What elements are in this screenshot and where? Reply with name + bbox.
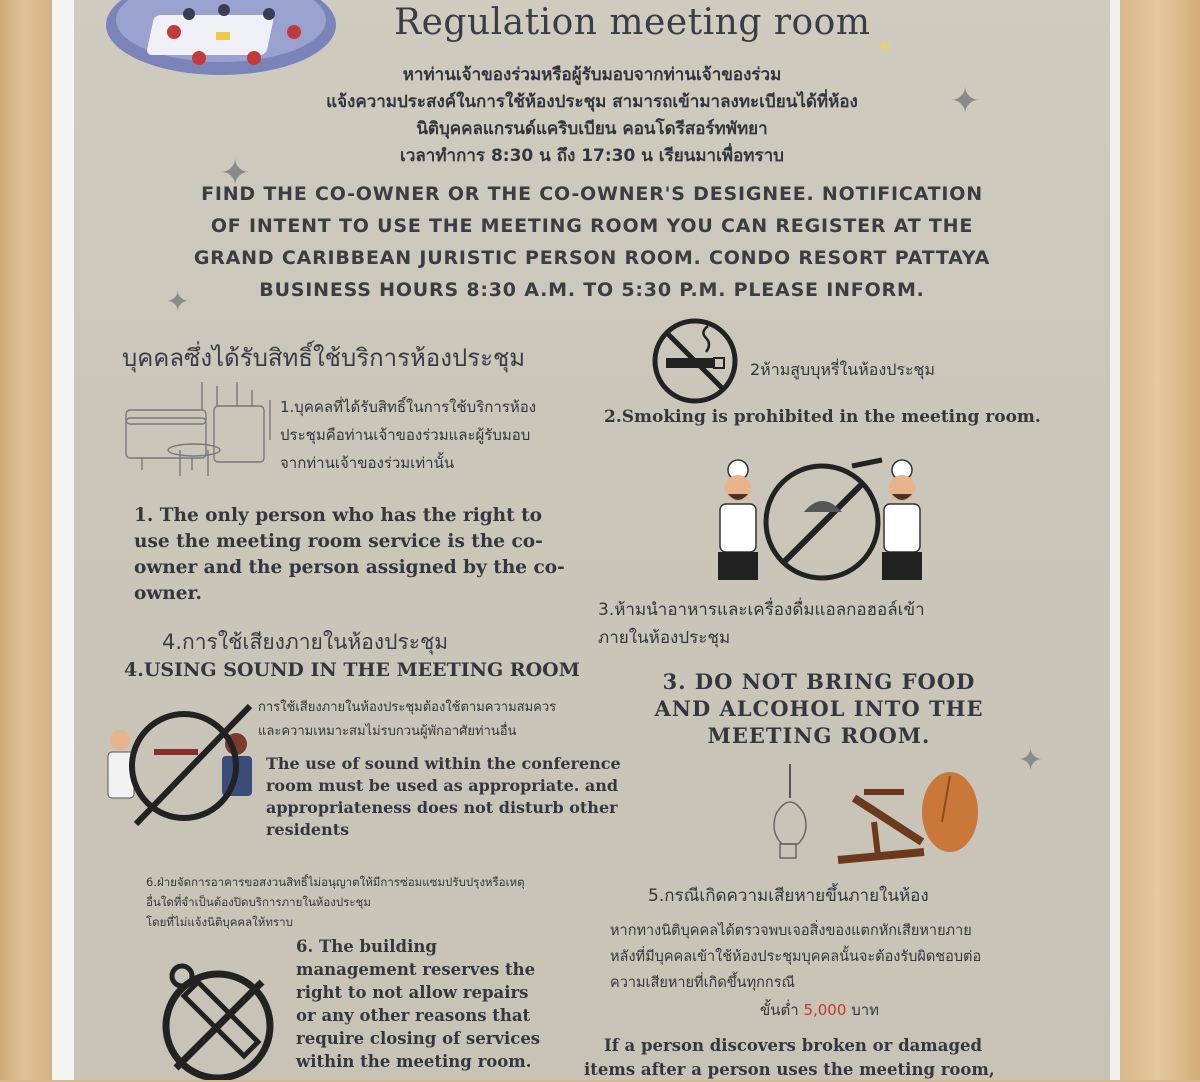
rule3-english-line: AND ALCOHOL INTO THE [654,696,984,721]
rule5-thai-line: หลังที่มีบุคคลเข้าใช้ห้องประชุมบุคคลนั้นจะต้องรับผิดชอบต่อ [610,949,982,965]
rule2-thai: 2ห้ามสูบบุหรี่ในห้องประชุม [750,360,935,379]
rule1-thai-line: 1.บุคคลที่ได้รับสิทธิ์ในการใช้บริการห้อง [280,398,537,416]
rule1-thai [280,393,536,477]
rule4-english-line: The use of sound within the conference [266,754,621,773]
rule4-english-line: appropriateness does not disturb other [266,798,618,817]
rule6-english [296,935,540,1073]
rule6-english-line: right to not allow repairs [296,983,529,1002]
rule1-english-line: owner and the person assigned by the co- [134,557,565,578]
rule1-thai-line: ประชุมคือท่านเจ้าของร่วมและผู้รับมอบ [280,426,531,444]
rule1-thai-line: จากท่านเจ้าของร่วมเท่านั้น [280,454,455,472]
rule4-heading-english: 4.USING SOUND IN THE MEETING ROOM [124,659,580,681]
poster-title: Regulation meeting room [394,2,871,43]
no-food-alcohol-icon [704,452,944,592]
intro-thai-line: แจ้งความประสงค์ในการใช้ห้องประชุม สามารถเข้ามาลงทะเบียนได้ที่ห้อง [326,92,858,112]
poster-frame-left [52,0,76,1080]
wood-wall-right [1115,0,1200,1080]
intro-english-line: GRAND CARIBBEAN JURISTIC PERSON ROOM. CONDO RESORT PATTAYA [193,247,991,269]
rule3-english [634,668,1004,749]
intro-thai [74,62,1110,170]
rule6-english-line: 6. The building [296,937,437,956]
sparkle-icon: ✦ [950,81,981,122]
rule3-thai-line: ภายในห้องประชุม [598,628,731,648]
sofa-illustration [122,380,282,480]
rule3-thai [598,596,925,652]
rule3-english-line: 3. DO NOT BRING FOOD [662,669,976,694]
rule4-heading-thai: 4.การใช้เสียงภายในห้องประชุม [162,630,449,654]
intro-english-line: BUSINESS HOURS 8:30 A.M. TO 5:30 P.M. PLEASE INFORM. [259,279,925,301]
rule6-english-line: require closing of services [296,1029,541,1048]
rule5-english [584,1034,995,1082]
intro-thai-line: หาท่านเจ้าของร่วมหรือผู้รับมอบจากท่านเจ้าของร่วม [402,65,782,85]
rule5-thai-line: หากทางนิติบุคคลได้ตรวจพบเจอสิ่งของแตกหักเสียหายภาย [610,923,972,939]
intro-english-line: OF INTENT TO USE THE MEETING ROOM YOU CAN REGISTER AT THE [210,215,974,237]
rule5-english-line: If a person discovers broken or damaged [604,1036,983,1055]
sparkle-dot: ● [880,38,891,52]
rule4-thai-line: และความเหมาะสมไม่รบกวนผู้พักอาศัยท่านอื่น [258,724,517,739]
rule5-thai [610,918,981,996]
rule1-english-line: owner. [134,583,202,604]
intro-thai-line: นิติบุคคลแกรนด์แคริบเบียน คอนโดรีสอร์ทพัทยา [416,119,768,139]
sparkle-icon: ✦ [1018,743,1044,778]
intro-english-line: FIND THE CO-OWNER OR THE CO-OWNER'S DESIGNEE. NOTIFICATION [201,183,983,205]
rule1-english-line: 1. The only person who has the right to [134,505,542,526]
no-repairs-icon [154,956,284,1080]
rule6-thai [146,872,525,932]
rule5-minimum-charge [760,998,879,1022]
rule5-english-line: items after a person uses the meeting room, [584,1060,995,1079]
rule6-thai-line: อื่นใดที่จำเป็นต้องปิดบริการภายในห้องประชุม [146,895,371,909]
rule6-thai-line: 6.ฝ่ายจัดการอาคารขอสงวนสิทธิ์ไม่อนุญาตให้มีการซ่อมแซมปรับปรุงหรือเหตุ [146,875,525,889]
no-loud-sound-icon [106,700,256,840]
sparkle-icon: ✦ [220,153,251,194]
rule1-heading-thai: บุคคลซึ่งได้รับสิทธิ์ใช้บริการห้องประชุม [122,344,526,372]
rule4-thai-line: การใช้เสียงภายในห้องประชุมต้องใช้ตามความสมควร [258,700,557,715]
rule4-english-line: residents [266,820,350,839]
sparkle-icon: ✦ [166,285,190,318]
rule4-english [266,753,621,841]
rule1-english-line: use the meeting room service is the co- [134,531,543,552]
rule1-english [134,503,565,607]
rule3-thai-line: 3.ห้ามนำอาหารและเครื่องดื่มแอลกอฮอล์เข้า [598,600,925,620]
rule6-english-line: within the meeting room. [296,1052,532,1071]
rule2-english: 2.Smoking is prohibited in the meeting room. [604,407,1041,427]
regulation-poster [74,0,1110,1080]
rule4-thai [258,696,556,744]
broken-items-illustration [754,762,994,880]
rule3-english-line: MEETING ROOM. [707,723,931,748]
minimum-charge-prefix: ขั้นต่ำ [760,1001,799,1019]
rule4-english-line: room must be used as appropriate. and [266,776,619,795]
rule6-thai-line: โดยที่ไม่แจ้งนิติบุคคลให้ทราบ [146,915,293,929]
rule6-english-line: management reserves the [296,960,536,979]
rule5-heading-thai: 5.กรณีเกิดความเสียหายขึ้นภายในห้อง [648,886,929,906]
minimum-charge-amount: 5,000 [803,1001,847,1019]
wood-wall-left [0,0,58,1080]
minimum-charge-currency: บาท [851,1001,880,1019]
no-smoking-icon [650,316,740,406]
intro-thai-line: เวลาทำการ 8:30 น ถึง 17:30 น เรียนมาเพื่อทราบ [400,146,784,166]
rule5-thai-line: ความเสียหายที่เกิดขึ้นทุกกรณี [610,975,795,991]
intro-english [74,178,1110,306]
rule6-english-line: or any other reasons that [296,1006,531,1025]
